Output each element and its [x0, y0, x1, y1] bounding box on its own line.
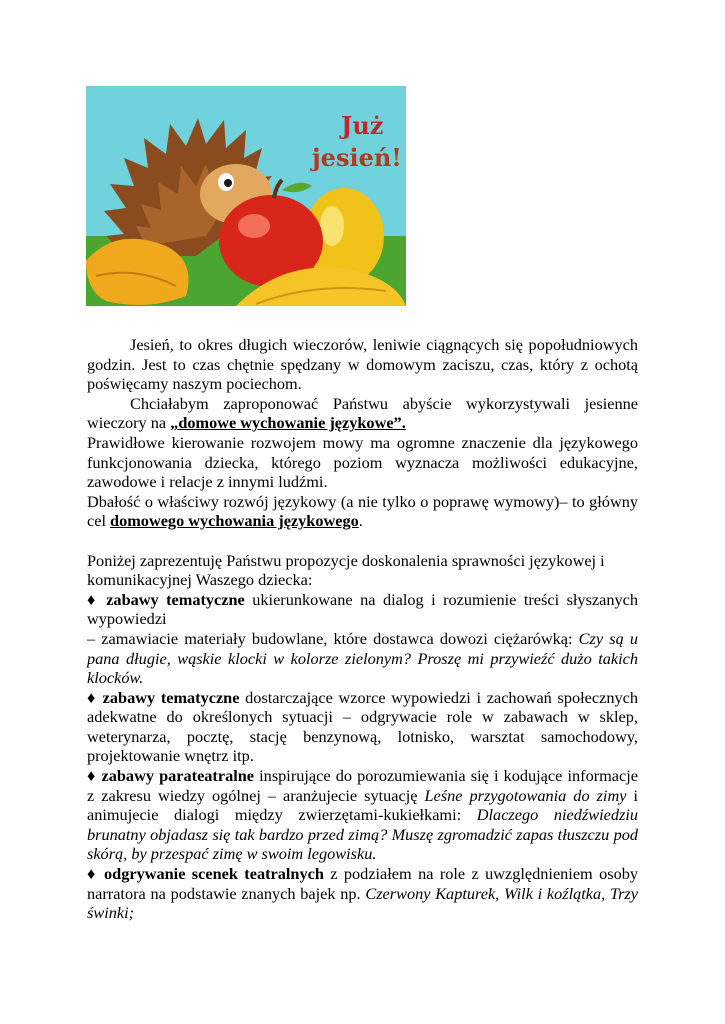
- proposal-item-4: [87, 864, 638, 923]
- illustration-title-line2: jesień!: [312, 143, 402, 172]
- item2-text: dostarczające wzorce wypowiedzi i zachowań społecznych adekwatne do określonych sytuacji – odgrywacie role w zabawach w sklep, weterynarza, pocztę, stację benzynową, lotnisko, warsztat samochodowy, projektowanie wnętrz itp.: [87, 687, 638, 766]
- proposal-item-1: [87, 590, 638, 629]
- item1-example-text: – zamawiacie materiały budowlane, które dostawca dowozi ciężarówką:: [87, 628, 579, 648]
- proposal-text: Chciałabym zaproponować Państwu abyście wykorzystywali jesienne wieczory na: [87, 393, 638, 433]
- item3-dialogue: Dlaczego niedźwiedziu brunatny objadasz się tak bardzo przed zimą? Muszę zgromadzić zapas tłuszczu pod skórą, by przespać zimę w swoim legowisku.: [87, 805, 638, 864]
- item1-example-dialogue: Czy są u pana długie, wąskie klocki w kolorze zielonym? Proszę mi przywieźć dużo takich klocków.: [87, 628, 638, 688]
- proposals-intro-text: Poniżej zaprezentuję Państwu propozycje doskonalenia sprawności językowej i komunikacyjnej Waszego dziecka:: [87, 550, 605, 590]
- hedgehog-picture: [86, 86, 406, 306]
- document-body: [87, 335, 638, 923]
- proposal-item-1-example: [87, 629, 638, 688]
- item3-situation: Leśne przygotowania do zimy: [424, 785, 627, 805]
- item1-title: zabawy tematyczne: [106, 589, 245, 609]
- item4-text: z podziałem na role z uwzględnieniem osoby narratora na podstawie znanych bajek np.: [87, 864, 639, 903]
- proposal-item-2: [87, 688, 638, 766]
- item2-title: zabawy tematyczne: [102, 687, 240, 707]
- speech-development-text: Prawidłowe kierowanie rozwojem mowy ma ogromne znaczenie dla językowego funkcjonowania dziecka, którego poziom wyznacza możliwości edukacyjne, zawodowe i relacje z innymi ludźmi.: [87, 432, 638, 492]
- item4-title: odgrywanie scenek teatralnych: [104, 864, 324, 884]
- goal-text: Dbałość o właściwy rozwój językowy (a nie tylko o poprawę wymowy)– to główny cel: [87, 491, 638, 531]
- proposals-intro: [87, 551, 638, 590]
- paragraph-proposal: [87, 394, 638, 433]
- diamond-bullet-icon: ♦: [87, 864, 98, 884]
- item3-text: inspirujące do porozumiewania się i kodujące informacje z zakresu wiedzy ogólnej – aranżujecie sytuację: [87, 766, 638, 805]
- intro-text: Jesień, to okres długich wieczorów, leniwie ciągnących się popołudniowych godzin. Jest to czas chętnie spędzany w domowym zaciszu, czas, który z ochotą poświęcamy naszym pociechom.: [87, 335, 638, 394]
- item1-text: ukierunkowane na dialog i rozumienie treści słyszanych wypowiedzi: [87, 589, 639, 629]
- paragraph-gap: [87, 531, 638, 551]
- autumn-hedgehog-illustration: [86, 86, 406, 306]
- item3-text2: i animujecie dialogi między zwierzętami-kukiełkami:: [87, 785, 638, 825]
- item3-title: zabawy parateatralne: [101, 766, 255, 786]
- paragraph-intro: [87, 335, 638, 394]
- paragraph-speech-development: [87, 433, 638, 492]
- goal-period: .: [358, 511, 363, 531]
- domestic-language-education-emphasis: „domowe wychowanie językowe”.: [170, 413, 406, 433]
- paragraph-goal: [87, 492, 638, 531]
- diamond-bullet-icon: ♦: [87, 766, 97, 786]
- item4-fairy-tales: Czerwony Kapturek, Wilk i koźlątka, Trzy świnki;: [87, 883, 638, 923]
- goal-emphasis: domowego wychowania językowego: [110, 511, 359, 531]
- diamond-bullet-icon: ♦: [87, 687, 97, 707]
- diamond-bullet-icon: ♦: [87, 589, 99, 609]
- illustration-title-line1: Już: [341, 111, 384, 140]
- proposal-item-3: [87, 766, 638, 864]
